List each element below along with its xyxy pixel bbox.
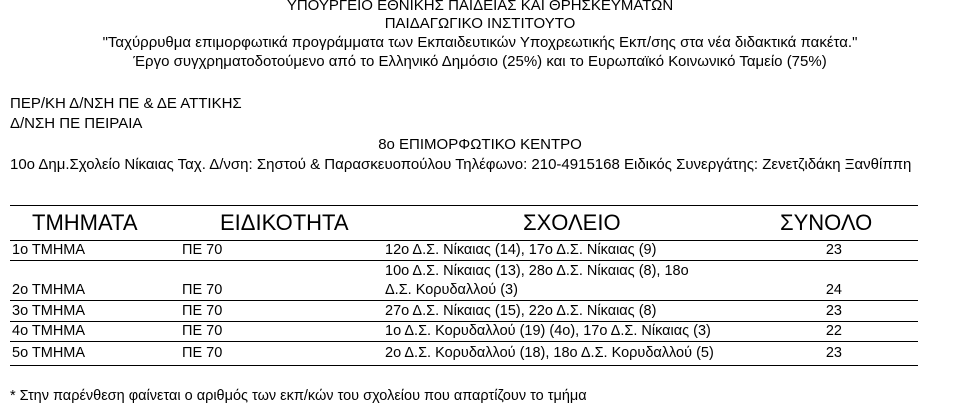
table-bottom-border (10, 365, 918, 366)
section-cell: 3ο ΤΜΗΜΑ (12, 303, 86, 319)
center-title: 8ο ΕΠΙΜΟΡΦΩΤΙΚΟ ΚΕΝΤΡΟ (378, 136, 582, 153)
address-line: 10ο Δημ.Σχολείο Νίκαιας Ταχ. Δ/νση: Σηστού & Παρασκευοπούλου Τηλέφωνο: 210-4915168 Ειδικός Συνεργάτης: Ζενετζιδάκη Ξανθίππη (10, 156, 912, 173)
school-cell: 12ο Δ.Σ. Νίκαιας (14), 17ο Δ.Σ. Νίκαιας (9) (385, 242, 657, 258)
column-header-school: ΣΧΟΛΕΙΟ (523, 210, 621, 235)
total-cell: 23 (825, 303, 842, 319)
section-cell: 5ο ΤΜΗΜΑ (12, 345, 86, 361)
row-divider (10, 341, 918, 342)
specialty-cell: ΠΕ 70 (182, 345, 223, 361)
column-header-specialty: ΕΙΔΙΚΟΤΗΤΑ (220, 210, 349, 235)
total-cell: 22 (825, 323, 842, 339)
table-header (10, 205, 918, 241)
region-directorate: ΠΕΡ/ΚΗ Δ/ΝΣΗ ΠΕ & ΔΕ ΑΤΤΙΚΗΣ (10, 95, 242, 112)
total-cell: 23 (825, 345, 842, 361)
school-cell: 27ο Δ.Σ. Νίκαιας (15), 22ο Δ.Σ. Νίκαιας (8) (385, 303, 657, 319)
specialty-cell: ΠΕ 70 (182, 242, 223, 258)
total-cell: 24 (825, 282, 842, 298)
institute-title: ΠΑΙΔΑΓΩΓΙΚΟ ΙΝΣΤΙΤΟΥΤΟ (384, 15, 576, 32)
total-cell: 23 (825, 242, 842, 258)
school-cell: 1ο Δ.Σ. Κορυδαλλού (19) (4ο), 17ο Δ.Σ. Νίκαιας (3) (385, 323, 711, 339)
row-divider (10, 300, 918, 301)
column-header-sections: ΤΜΗΜΑΤΑ (32, 210, 138, 235)
specialty-cell: ΠΕ 70 (182, 323, 223, 339)
column-header-total: ΣΥΝΟΛΟ (780, 210, 873, 235)
specialty-cell: ΠΕ 70 (182, 282, 223, 298)
program-title: "Ταχύρρυθμα επιμορφωτικά προγράμματα των Εκπαιδευτικών Υποχρεωτικής Εκπ/σης στα νέα διδακτικά πακέτα." (102, 34, 858, 51)
school-cell-continued: Δ.Σ. Κορυδαλλού (3) (385, 282, 518, 298)
row-divider (10, 260, 918, 261)
ministry-title: ΥΠΟΥΡΓΕΙΟ ΕΘΝΙΚΗΣ ΠΑΙΔΕΙΑΣ ΚΑΙ ΘΡΗΣΚΕΥΜΑΤΩΝ (286, 0, 674, 14)
section-cell: 2ο ΤΜΗΜΑ (12, 282, 86, 298)
footnote: * Στην παρένθεση φαίνεται ο αριθμός των εκπ/κών του σχολείου που απαρτίζουν το τμήμα (10, 388, 587, 404)
school-cell: 10ο Δ.Σ. Νίκαιας (13), 28ο Δ.Σ. Νίκαιας (8), 18ο (385, 263, 689, 279)
section-cell: 1ο ΤΜΗΜΑ (12, 242, 86, 258)
specialty-cell: ΠΕ 70 (182, 303, 223, 319)
section-cell: 4ο ΤΜΗΜΑ (12, 323, 86, 339)
funding-note: Έργο συγχρηματοδοτούμενο από το Ελληνικό Δημόσιο (25%) και το Ευρωπαϊκό Κοινωνικό Ταμείο (75%) (133, 53, 827, 70)
local-directorate: Δ/ΝΣΗ ΠΕ ΠΕΙΡΑΙΑ (10, 115, 143, 132)
school-cell: 2ο Δ.Σ. Κορυδαλλού (18), 18ο Δ.Σ. Κορυδαλλού (5) (385, 345, 714, 361)
